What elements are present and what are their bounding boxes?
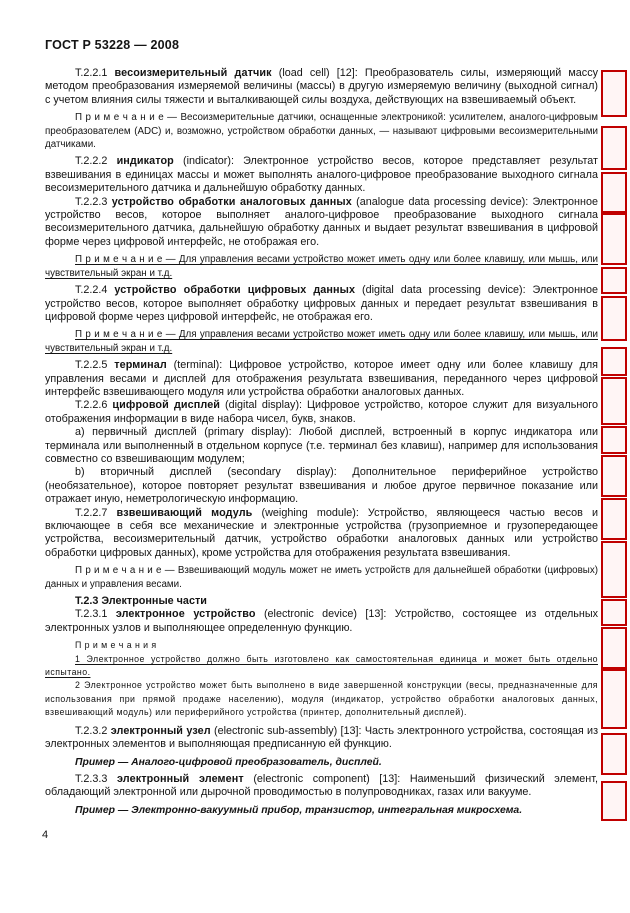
example-paragraph: Пример — Электронно-вакуумный прибор, транзистор, интегральная микросхема. xyxy=(75,804,523,816)
definition-text: (digital display): Цифровое устройство, которое служит для визуального отображения информации в виде набора чисел, букв, знаков. xyxy=(45,399,598,425)
change-mark-annotation xyxy=(601,267,627,294)
text-column xyxy=(45,38,598,821)
defined-term: индикатор xyxy=(116,155,174,168)
clause-number: Т.2.2.6 xyxy=(75,399,108,412)
note-paragraph-underlined: П р и м е ч а н и е — Для управления весами устройство может иметь одну или более клавишу, или мышь, или чувствительный экран и т.д. xyxy=(45,254,598,279)
change-mark-annotation xyxy=(601,599,627,626)
definition-text: (load cell) [12]: Преобразователь силы, измеряющий массу методом преобразования измеряемой величины (массы) в другую измеряемую величину (выходной сигнал) с учетом влияния силы тяжести и выталкивающей силы воздуха, действующих на взвешиваемый объект. xyxy=(45,67,598,106)
definition-paragraph xyxy=(45,608,598,635)
definition-text: (indicator): Электронное устройство весов, которое представляет результат взвешивания в единицах массы и может выполнять аналого-цифровое преобразование выходного сигнала весоизмерительного датчика и дальнейшую обработку данных. xyxy=(45,155,598,195)
change-mark-annotation xyxy=(601,70,627,117)
subsection-heading: Т.2.3 Электронные части xyxy=(75,595,207,608)
change-mark-annotation xyxy=(601,213,627,265)
definition-text: (electronic component) [13]: Наименьший физический элемент, обладающий электронной или дырочной проводимостью в полупроводниках, газах или вакууме. xyxy=(45,772,599,799)
change-mark-annotation xyxy=(601,781,627,821)
note-paragraph: П р и м е ч а н и е — Весоизмерительные датчики, оснащенные электроникой: усилителем, аналого-цифровым преобразователем (ADC) и, возможно, устройством обработки данных, — называют цифровыми весоизмерительными датчиками. xyxy=(45,112,598,151)
definition-text: (analogue data processing device): Электронное устройство весов, которое выполняет аналого-цифровое преобразование выходного сигнала весоизмерительного датчика, дальнейшую обработку данных и выдает результат взвешивания в цифровой форме через цифровой интерфейс, не отображая его. xyxy=(45,195,598,248)
note-paragraph: П р и м е ч а н и е — Взвешивающий модуль может не иметь устройств для дальнейшей обработки (цифровых) данных и управления весами. xyxy=(45,565,598,590)
change-mark-annotation xyxy=(601,426,627,454)
clause-number: Т.2.2.3 xyxy=(75,195,108,208)
list-item-paragraph: a) первичный дисплей (primary display): Любой дисплей, встроенный в корпус индикатора или терминала или выполненный в отдельном корпусе (т.е. терминал без клавиш), например для использования совместно со взвешивающим модулем; xyxy=(45,426,598,465)
definition-text: (terminal): Цифровое устройство, которое имеет одну или более клавишу для управления весами и дисплей для отображения результата взвешивания, переданного через цифровой интерфейс взвешивающего модуля или устройства обработки аналоговых данных. xyxy=(45,359,598,398)
definition-paragraph xyxy=(45,284,598,324)
example-paragraph: Пример — Аналого-цифровой преобразователь, дисплей. xyxy=(75,756,382,768)
note-paragraph-underlined: П р и м е ч а н и е — Для управления весами устройство может иметь одну или более клавишу, или мышь, или чувствительный экран и т.д. xyxy=(45,329,598,354)
list-item-paragraph: b) вторичный дисплей (secondary display): Дополнительное периферийное устройство (необязательное), которое повторяет результат взвешивания и любое другое первичное показание или отражает иную, неметрологическую информацию. xyxy=(45,466,598,506)
definition-paragraph xyxy=(45,196,598,250)
change-mark-annotation xyxy=(601,172,627,213)
change-mark-annotation xyxy=(601,541,627,598)
change-mark-annotation xyxy=(601,347,627,376)
document-header: ГОСТ Р 53228 — 2008 xyxy=(45,38,180,52)
definition-text: (electronic device) [13]: Устройство, состоящее из отдельных электронных узлов и выполняющее определенную функцию. xyxy=(45,608,599,634)
definition-paragraph xyxy=(45,725,598,752)
definition-text: (electronic sub-assembly) [13]: Часть электронного устройства, состоящая из электронных элементов и выполняющая предписанную ей функцию. xyxy=(45,724,599,751)
definition-paragraph xyxy=(45,399,598,426)
definition-text: (digital data processing device): Электронное устройство весов, которое выполняет обработку цифровых данных и передает результат взвешивания в цифровой форме через цифровой интерфейс, не отображая его. xyxy=(45,284,598,323)
notes-header: П р и м е ч а н и я xyxy=(75,640,157,651)
change-mark-annotation xyxy=(601,498,627,540)
definition-paragraph xyxy=(45,67,598,107)
clause-number: Т.2.3.2 xyxy=(75,724,108,737)
fine-note-underlined: 1 Электронное устройство должно быть изготовлено как самостоятельная единица и может быть отдельно испытано. xyxy=(45,653,598,678)
definition-paragraph xyxy=(45,359,598,399)
defined-term: электронный элемент xyxy=(117,772,244,785)
defined-term: терминал xyxy=(114,359,167,372)
change-mark-annotation xyxy=(601,126,627,170)
defined-term: весоизмерительный датчик xyxy=(114,67,272,79)
change-mark-annotation xyxy=(601,733,627,775)
clause-number: Т.2.2.1 xyxy=(75,67,108,79)
change-mark-annotation xyxy=(601,377,627,425)
change-mark-annotation xyxy=(601,669,627,729)
defined-term: цифровой дисплей xyxy=(112,399,221,412)
definition-paragraph xyxy=(45,773,598,800)
page-number: 4 xyxy=(42,829,49,841)
change-mark-annotation xyxy=(601,455,627,497)
definition-paragraph xyxy=(45,155,598,195)
defined-term: электронное устройство xyxy=(115,608,256,621)
clause-number: Т.2.3.1 xyxy=(75,608,108,621)
change-mark-annotation xyxy=(601,296,627,341)
clause-number: Т.2.2.5 xyxy=(75,359,108,372)
definition-text: (weighing module): Устройство, являющееся частью весов и включающее в себя все механические и электронные устройства (грузоприемное и грузопередающее устройства, весоизмерительный датчик, устройство обработки аналоговых данных или устройство обработки цифровых данных), кроме устройства для отображения результата взвешивания. xyxy=(45,506,599,559)
clause-number: Т.2.3.3 xyxy=(75,772,108,785)
clause-number: Т.2.2.4 xyxy=(75,284,108,297)
defined-term: устройство обработки цифровых данных xyxy=(114,284,356,297)
defined-term: электронный узел xyxy=(110,724,211,737)
change-mark-annotation xyxy=(601,627,627,669)
fine-note: 2 Электронное устройство может быть выполнено в виде завершенной конструкции (весы, предназначенные для использования при прямой продаже населению), модуля (индикатор, устройство обработки аналоговых данных, взвешивающий модуль) или периферийного устройства (принтер, дополнительный дисплей). xyxy=(45,680,598,718)
clause-number: Т.2.2.7 xyxy=(75,506,108,519)
definition-paragraph xyxy=(45,507,598,561)
defined-term: взвешивающий модуль xyxy=(116,506,253,519)
defined-term: устройство обработки аналоговых данных xyxy=(111,195,352,208)
clause-number: Т.2.2.2 xyxy=(75,155,108,168)
